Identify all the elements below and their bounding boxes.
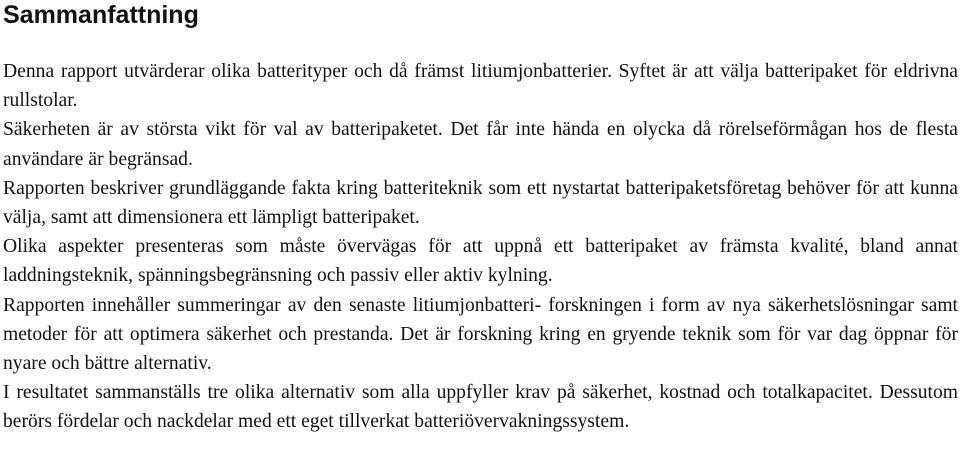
paragraph-6: I resultatet sammanställs tre olika alternativ som alla uppfyller krav på säkerhet, kostnad och totalkapacitet. Dessutom berörs fördelar och nackdelar med ett eget tillverkat batteriövervakningssystem.	[3, 382, 958, 433]
summary-body	[3, 57, 958, 437]
paragraph-4: Olika aspekter presenteras som måste övervägas för att uppnå ett batteripaket av främsta kvalité, bland annat laddningsteknik, spänningsbegränsning och passiv eller aktiv kylning.	[3, 236, 958, 287]
paragraph-5: Rapporten innehåller summeringar av den senaste litiumjonbatteri- forskningen i form av nya säkerhetslösningar samt metoder för att optimera säkerhet och prestanda. Det är forskning kring en gryende teknik som för var dag öppnar för nyare och bättre alternativ.	[3, 294, 958, 375]
paragraph-3: Rapporten beskriver grundläggande fakta kring batteriteknik som ett nystartat batteripaketsföretag behöver för att kunna välja, samt att dimensionera ett lämpligt batteripaket.	[3, 177, 958, 229]
paragraph-1: Denna rapport utvärderar olika batterityper och då främst litiumjonbatterier. Syftet är att välja batteripaket för eldrivna rullstolar.	[3, 61, 958, 112]
paragraph-2: Säkerheten är av största vikt för val av batteripaketet. Det får inte hända en olycka då rörelseförmågan hos de flesta användare är begränsad.	[3, 119, 958, 170]
section-heading: Sammanfattning	[3, 1, 199, 29]
